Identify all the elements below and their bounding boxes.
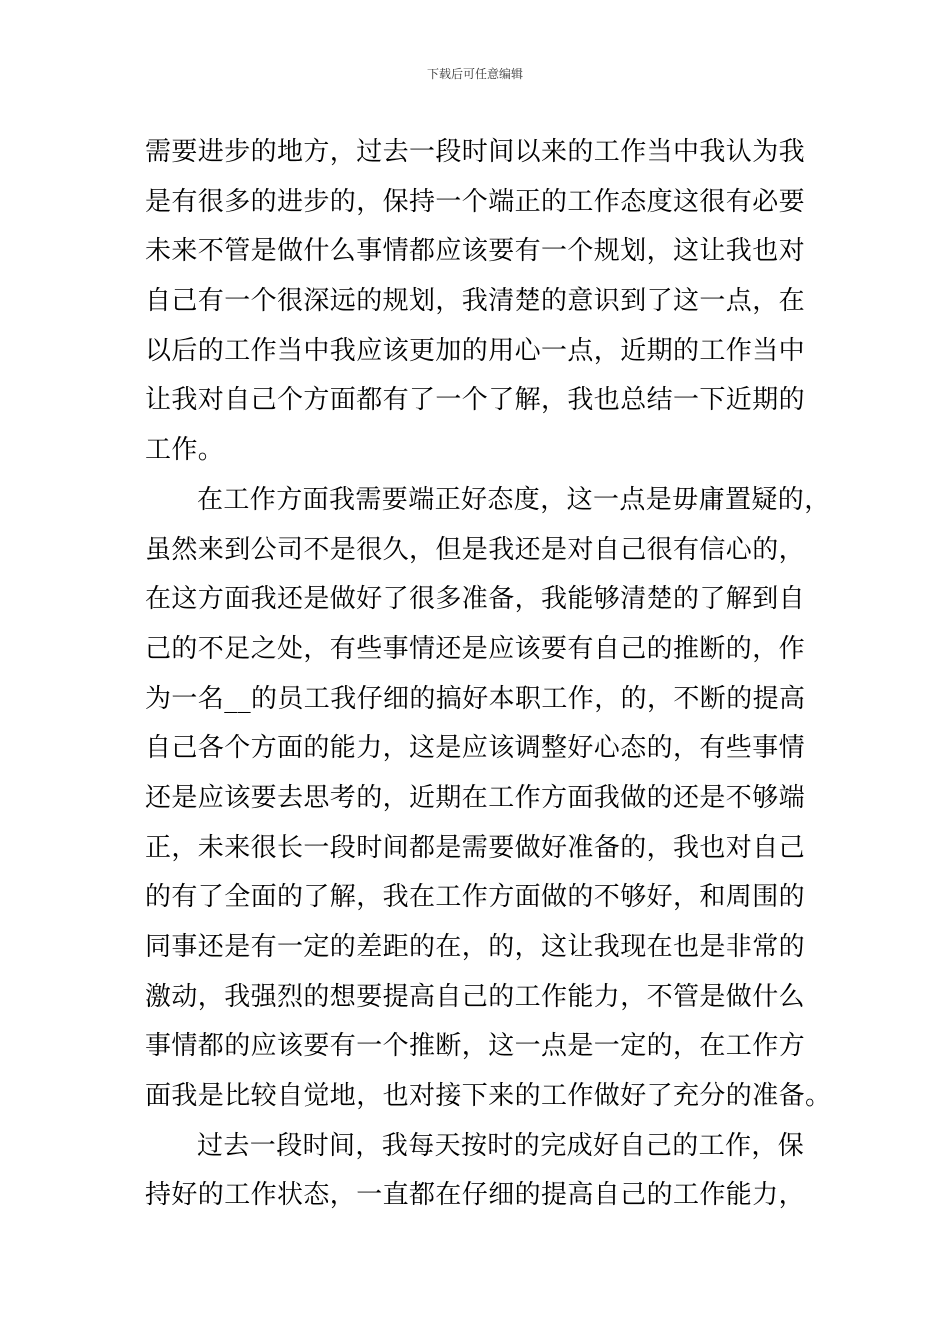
text-line: 激动，我强烈的想要提高自己的工作能力，不管是做什么 xyxy=(145,981,806,1012)
text-line: 以后的工作当中我应该更加的用心一点，近期的工作当中 xyxy=(145,335,806,366)
text-line: 面我是比较自觉地，也对接下来的工作做好了充分的准备。 xyxy=(145,1081,832,1112)
text-line: 让我对自己个方面都有了一个了解，我也总结一下近期的 xyxy=(145,385,806,416)
text-line: 需要进步的地方，过去一段时间以来的工作当中我认为我 xyxy=(145,137,806,167)
text-line: 工作。 xyxy=(145,435,225,466)
text-line: 为一名__的员工我仔细的搞好本职工作，的，不断的提高 xyxy=(145,683,806,714)
text-line: 虽然来到公司不是很久，但是我还是对自己很有信心的， xyxy=(145,534,806,565)
text-line: 还是应该要去思考的，近期在工作方面我做的还是不够端 xyxy=(145,782,806,813)
text-line: 自己有一个很深远的规划，我清楚的意识到了这一点，在 xyxy=(145,286,806,317)
text-line: 是有很多的进步的，保持一个端正的工作态度这很有必要 xyxy=(145,186,806,217)
text-line: 正，未来很长一段时间都是需要做好准备的，我也对自己 xyxy=(145,832,806,863)
text-line: 在这方面我还是做好了很多准备，我能够清楚的了解到自 xyxy=(145,584,806,615)
document-body xyxy=(145,128,832,1221)
text-line: 己的不足之处，有些事情还是应该要有自己的推断的，作 xyxy=(145,633,806,664)
text-line: 的有了全面的了解，我在工作方面做的不够好，和周围的 xyxy=(145,882,806,913)
text-line: 同事还是有一定的差距的在，的，这让我现在也是非常的 xyxy=(145,932,806,962)
text-line: 未来不管是做什么事情都应该要有一个规划，这让我也对 xyxy=(145,236,806,267)
text-line: 持好的工作状态，一直都在仔细的提高自己的工作能力， xyxy=(145,1180,806,1211)
page-header: 下载后可任意编辑 xyxy=(426,67,523,81)
text-line: 事情都的应该要有一个推断，这一点是一定的，在工作方 xyxy=(145,1031,806,1062)
text-line: 自己各个方面的能力，这是应该调整好心态的，有些事情 xyxy=(145,733,806,764)
text-line: 在工作方面我需要端正好态度，这一点是毋庸置疑的， xyxy=(197,484,831,515)
text-line: 过去一段时间，我每天按时的完成好自己的工作，保 xyxy=(197,1130,805,1161)
